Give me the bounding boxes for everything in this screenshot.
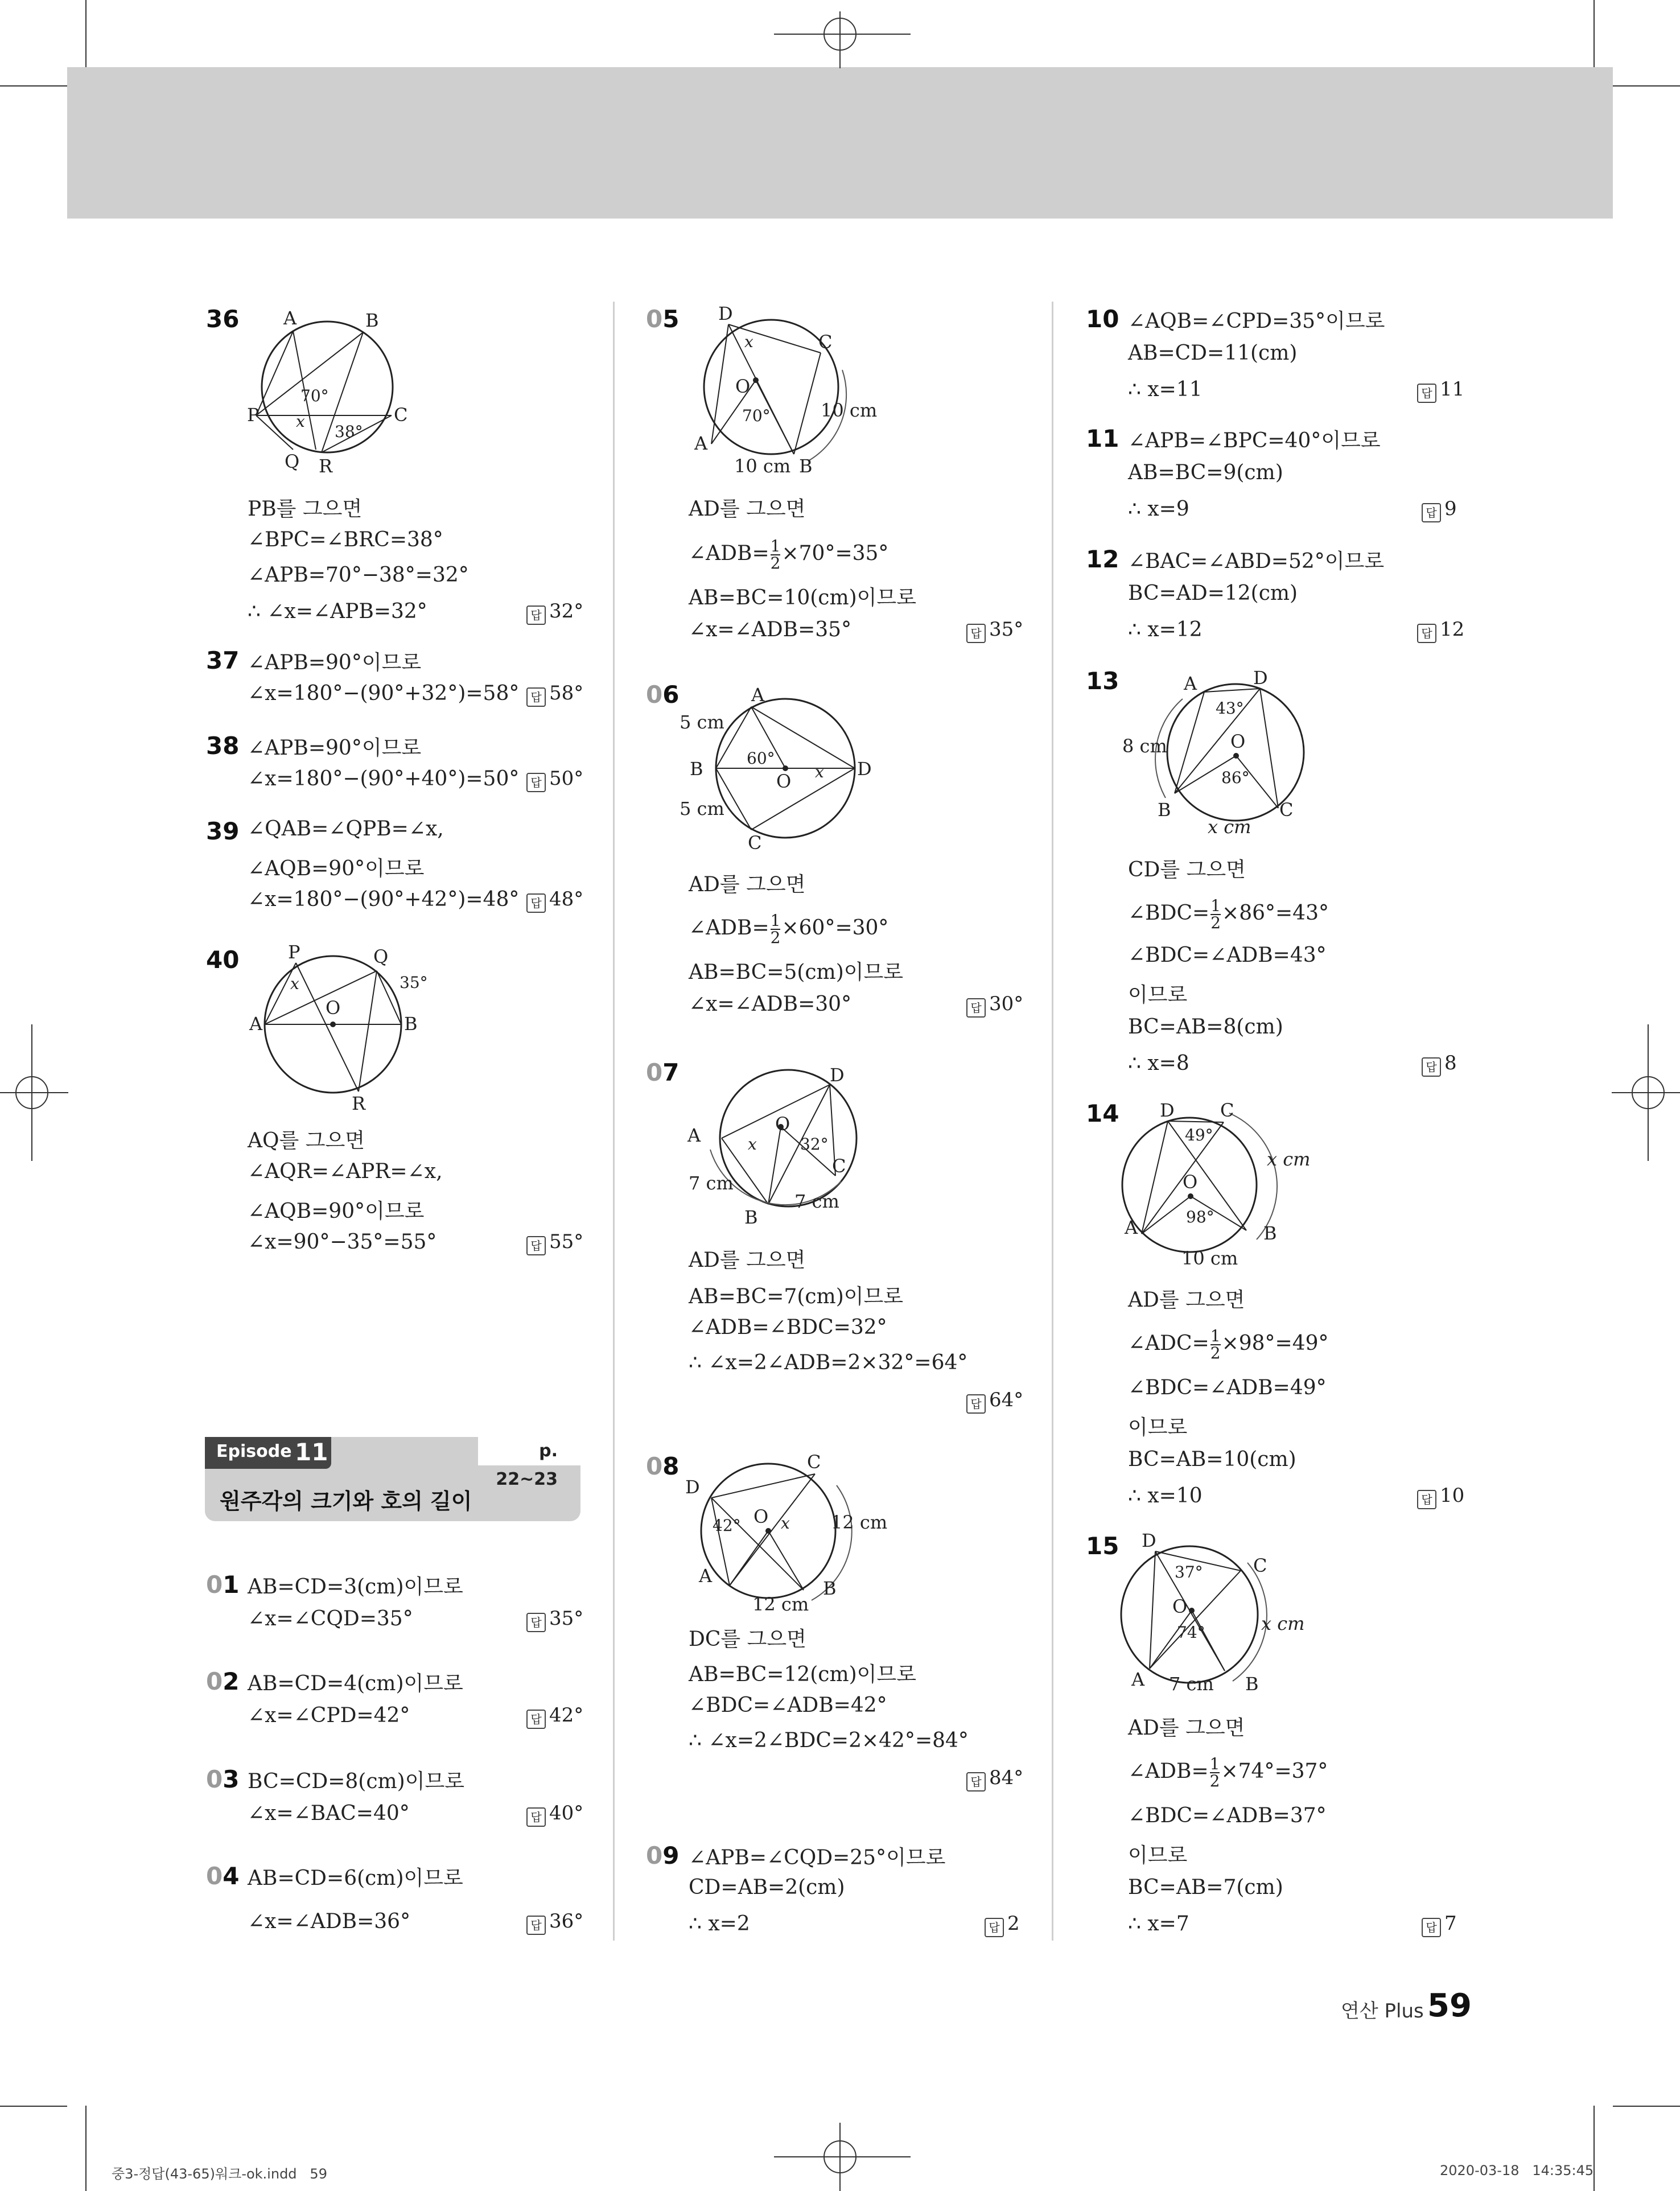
episode-tag: Episode <box>216 1442 292 1461</box>
problem-number: 02 <box>206 1667 240 1695</box>
svg-text:5 cm: 5 cm <box>680 711 724 733</box>
problem-number: 05 <box>646 305 680 333</box>
problem-number: 38 <box>206 732 240 760</box>
solution-line: ∠x=∠ADB=30° <box>689 992 852 1016</box>
answer: 답 36° <box>526 1910 583 1935</box>
svg-text:C: C <box>748 832 762 854</box>
solution-line: AB=BC=12(cm)이므로 <box>689 1663 916 1686</box>
crop-mark <box>1593 0 1595 67</box>
svg-text:38°: 38° <box>335 422 363 441</box>
footer-timestamp: 2020-03-18 14:35:45 <box>1440 2163 1594 2178</box>
crop-mark <box>1613 2106 1680 2107</box>
svg-text:x: x <box>290 974 299 993</box>
problem-number: 10 <box>1086 305 1119 333</box>
svg-text:x: x <box>744 332 753 351</box>
svg-text:98°: 98° <box>1186 1208 1214 1226</box>
solution-line: ∠x=∠BAC=40° <box>248 1802 410 1825</box>
solution-line: ∠ADC= $\frac{1}{2}$ ×98°=49° <box>1128 1327 1329 1362</box>
figure-07 <box>683 1059 888 1237</box>
svg-text:B: B <box>744 1206 758 1228</box>
solution-line: PB를 그으면 <box>248 497 363 521</box>
svg-text:43°: 43° <box>1216 699 1244 718</box>
problem-number: 13 <box>1086 667 1119 695</box>
solution-line: DC를 그으면 <box>689 1628 806 1651</box>
svg-text:x: x <box>781 1514 790 1533</box>
solution-line: AB=CD=3(cm)이므로 <box>248 1575 463 1599</box>
solution-line: AD를 그으면 <box>1128 1716 1245 1740</box>
page-number: 59 <box>1427 1987 1472 2024</box>
solution-line: ∠x=180°−(90°+42°)=48° <box>248 888 520 911</box>
svg-text:D: D <box>1160 1099 1175 1121</box>
solution-line: AQ를 그으면 <box>248 1129 365 1152</box>
svg-text:7 cm: 7 cm <box>1169 1673 1214 1695</box>
svg-text:O: O <box>775 1113 790 1135</box>
solution-line: 이므로 <box>1128 1416 1188 1439</box>
svg-text:x: x <box>815 763 824 781</box>
svg-text:42°: 42° <box>713 1516 741 1535</box>
svg-text:Q: Q <box>285 451 300 472</box>
svg-text:60°: 60° <box>747 749 775 768</box>
svg-text:B: B <box>1245 1673 1259 1695</box>
answer: 답 84° <box>966 1766 1023 1791</box>
svg-text:5 cm: 5 cm <box>680 798 724 819</box>
solution-line: ∠x=180°−(90°+40°)=50° <box>248 767 520 790</box>
problem-number: 01 <box>206 1571 240 1599</box>
figure-13 <box>1122 667 1318 840</box>
header-banner <box>67 67 1613 219</box>
svg-text:B: B <box>365 310 379 331</box>
answer: 답 30° <box>966 992 1023 1018</box>
answer: 답 9 <box>1422 497 1457 522</box>
svg-text:70°: 70° <box>300 386 329 405</box>
svg-text:Q: Q <box>373 946 389 967</box>
episode-number: 11 <box>295 1438 328 1466</box>
solution-line: ∠APB=70°−38°=32° <box>248 563 469 587</box>
solution-line: AB=BC=9(cm) <box>1128 461 1283 484</box>
solution-line: ∠x=∠CQD=35° <box>248 1607 413 1630</box>
registration-mark <box>774 11 911 68</box>
answer: 답 40° <box>526 1802 583 1827</box>
solution-line: ∠AQB=90°이므로 <box>248 1200 425 1223</box>
svg-text:D: D <box>718 303 733 324</box>
svg-text:O: O <box>1172 1596 1188 1617</box>
problem-number: 08 <box>646 1452 680 1480</box>
solution-line: BC=AB=10(cm) <box>1128 1448 1296 1471</box>
crop-mark <box>85 2106 87 2191</box>
svg-text:B: B <box>823 1578 837 1599</box>
solution-line: 이므로 <box>1128 1844 1188 1867</box>
solution-line: ∠AQB=∠CPD=35°이므로 <box>1128 310 1385 333</box>
svg-text:10 cm: 10 cm <box>821 400 878 421</box>
svg-text:12 cm: 12 cm <box>831 1512 888 1533</box>
solution-line: ∠AQB=90°이므로 <box>248 857 425 880</box>
answer: 답 10 <box>1417 1484 1464 1509</box>
solution-line: ∴ x=2 <box>689 1912 750 1935</box>
solution-line: ∠BAC=∠ABD=52°이므로 <box>1128 550 1385 573</box>
svg-text:P: P <box>247 404 260 426</box>
svg-text:74°: 74° <box>1177 1623 1205 1642</box>
solution-line: ∠AQR=∠APR=∠x, <box>248 1160 443 1183</box>
solution-line: BC=CD=8(cm)이므로 <box>248 1770 465 1793</box>
svg-text:C: C <box>807 1451 821 1473</box>
svg-text:A: A <box>699 1565 713 1587</box>
svg-text:O: O <box>1183 1171 1198 1193</box>
svg-text:32°: 32° <box>800 1135 829 1154</box>
problem-number: 06 <box>646 681 680 709</box>
solution-line: ∠ADB= $\frac{1}{2}$ ×74°=37° <box>1128 1755 1328 1790</box>
svg-text:A: A <box>1184 673 1197 694</box>
answer: 답 11 <box>1417 378 1464 403</box>
figure-36 <box>239 307 410 480</box>
svg-text:49°: 49° <box>1185 1126 1213 1144</box>
answer: 답 7 <box>1422 1912 1457 1937</box>
column-divider <box>1052 302 1053 1941</box>
solution-line: 이므로 <box>1128 983 1188 1007</box>
svg-text:O: O <box>776 771 792 792</box>
svg-text:D: D <box>1142 1530 1156 1551</box>
solution-line: ∴ ∠x=2∠BDC=2×42°=84° <box>689 1729 969 1752</box>
solution-line: AD를 그으면 <box>689 1249 806 1272</box>
svg-text:D: D <box>857 758 872 780</box>
answer: 답 35° <box>966 618 1023 643</box>
answer: 답 32° <box>526 600 583 625</box>
svg-text:A: A <box>1125 1217 1138 1238</box>
crop-mark <box>0 85 67 87</box>
svg-text:37°: 37° <box>1175 1563 1203 1582</box>
svg-text:7 cm: 7 cm <box>689 1172 734 1194</box>
solution-line: BC=AB=8(cm) <box>1128 1015 1283 1039</box>
solution-line: AB=CD=6(cm)이므로 <box>248 1867 463 1890</box>
solution-line: ∠BDC=∠ADB=49° <box>1128 1376 1327 1399</box>
solution-line: ∠BDC=∠ADB=42° <box>689 1694 887 1717</box>
episode-pages: p. 22~23 <box>478 1437 580 1465</box>
svg-text:B: B <box>1158 799 1171 821</box>
svg-text:7 cm: 7 cm <box>794 1191 839 1212</box>
svg-text:70°: 70° <box>742 406 771 425</box>
svg-text:C: C <box>1279 799 1294 821</box>
solution-line: BC=AB=7(cm) <box>1128 1876 1283 1899</box>
answer: 답 55° <box>526 1230 583 1255</box>
answer: 답 50° <box>526 767 583 792</box>
solution-line: ∴ ∠x=∠APB=32° <box>248 600 427 623</box>
registration-mark <box>0 1024 68 1161</box>
figure-08 <box>683 1451 899 1618</box>
problem-number: 03 <box>206 1765 240 1793</box>
solution-line: ∠x=∠CPD=42° <box>248 1704 410 1727</box>
svg-text:12 cm: 12 cm <box>752 1593 809 1615</box>
problem-number: 40 <box>206 946 240 974</box>
svg-text:C: C <box>818 331 833 353</box>
figure-14 <box>1121 1099 1326 1272</box>
svg-text:A: A <box>694 433 708 454</box>
svg-text:C: C <box>1253 1555 1267 1576</box>
solution-line: ∴ x=11 <box>1128 378 1203 401</box>
solution-line: AB=CD=11(cm) <box>1128 341 1298 365</box>
registration-mark <box>1612 1024 1680 1161</box>
svg-text:10 cm: 10 cm <box>1181 1247 1238 1269</box>
svg-text:8 cm: 8 cm <box>1122 735 1167 757</box>
solution-line: CD를 그으면 <box>1128 858 1246 882</box>
solution-line: ∠ADB= $\frac{1}{2}$ ×60°=30° <box>689 911 889 947</box>
solution-line: AB=CD=4(cm)이므로 <box>248 1672 463 1695</box>
registration-mark <box>774 2123 911 2191</box>
problem-number: 36 <box>206 305 240 333</box>
svg-text:C: C <box>394 404 408 426</box>
svg-text:O: O <box>1230 731 1246 752</box>
solution-line: ∠APB=∠CQD=25°이므로 <box>689 1846 946 1869</box>
solution-line: ∠QAB=∠QPB=∠x, <box>248 817 444 841</box>
problem-number: 12 <box>1086 545 1119 573</box>
svg-text:O: O <box>326 997 341 1019</box>
svg-text:C: C <box>832 1155 846 1177</box>
solution-line: ∠x=90°−35°=55° <box>248 1230 437 1254</box>
solution-line: AD를 그으면 <box>689 497 806 521</box>
problem-number: 15 <box>1086 1532 1119 1560</box>
solution-line: ∴ x=9 <box>1128 497 1189 521</box>
solution-line: ∠ADB=∠BDC=32° <box>689 1316 887 1339</box>
svg-text:86°: 86° <box>1221 768 1250 787</box>
answer: 답 42° <box>526 1704 583 1729</box>
solution-line: ∴ x=12 <box>1128 618 1203 641</box>
footer-file: 중3-정답(43-65)워크-ok.indd 59 <box>112 2166 327 2182</box>
svg-text:D: D <box>830 1064 845 1086</box>
solution-line: ∠x=180°−(90°+32°)=58° <box>248 682 520 705</box>
svg-text:P: P <box>288 941 300 963</box>
crop-mark <box>0 2106 67 2107</box>
solution-line: ∠APB=90°이므로 <box>248 736 422 760</box>
svg-text:B: B <box>404 1013 418 1035</box>
svg-text:10 cm: 10 cm <box>734 455 791 477</box>
solution-line: ∠BPC=∠BRC=38° <box>248 528 443 551</box>
svg-text:B: B <box>799 455 813 477</box>
svg-text:x cm: x cm <box>1208 816 1251 838</box>
svg-text:R: R <box>319 455 333 477</box>
crop-mark <box>1613 85 1680 87</box>
solution-line: ∠BDC=∠ADB=43° <box>1128 944 1327 967</box>
answer: 답 35° <box>526 1607 583 1632</box>
solution-line: ∠BDC= $\frac{1}{2}$ ×86°=43° <box>1128 896 1329 932</box>
solution-line: ∠BDC=∠ADB=37° <box>1128 1804 1327 1827</box>
problem-number: 09 <box>646 1842 680 1869</box>
episode-header <box>205 1437 580 1521</box>
svg-text:D: D <box>1253 667 1268 689</box>
crop-mark <box>1593 2106 1595 2191</box>
svg-text:35°: 35° <box>400 973 428 992</box>
answer: 답 64° <box>966 1389 1023 1414</box>
solution-line: ∠ADB= $\frac{1}{2}$ ×70°=35° <box>689 537 889 573</box>
problem-number: 39 <box>206 817 240 845</box>
svg-text:A: A <box>283 307 297 329</box>
svg-text:A: A <box>751 684 765 706</box>
svg-text:B: B <box>1263 1222 1277 1244</box>
solution-line: CD=AB=2(cm) <box>689 1876 845 1899</box>
svg-text:x cm: x cm <box>1267 1148 1311 1170</box>
problem-number: 07 <box>646 1059 680 1086</box>
svg-text:x: x <box>296 412 305 431</box>
solution-line: AD를 그으면 <box>689 873 806 896</box>
solution-line: AB=BC=7(cm)이므로 <box>689 1285 904 1308</box>
answer: 답 12 <box>1417 618 1464 643</box>
svg-text:x cm: x cm <box>1261 1613 1305 1634</box>
answer: 답 58° <box>526 682 583 707</box>
crop-mark <box>85 0 87 67</box>
svg-text:O: O <box>735 376 751 397</box>
solution-line: ∠APB=∠BPC=40°이므로 <box>1128 429 1381 452</box>
svg-text:C: C <box>1220 1099 1234 1121</box>
answer: 답 8 <box>1422 1052 1457 1077</box>
column-divider <box>613 302 615 1941</box>
episode-title: 원주각의 크기와 호의 길이 <box>220 1489 472 1514</box>
solution-line: AD를 그으면 <box>1128 1288 1245 1312</box>
answer: 답 2 <box>985 1912 1020 1937</box>
solution-line: ∠x=∠ADB=36° <box>248 1910 411 1933</box>
figure-06 <box>680 683 888 856</box>
answer: 답 48° <box>526 888 583 913</box>
svg-text:A: A <box>1131 1669 1145 1690</box>
solution-line: ∴ ∠x=2∠ADB=2×32°=64° <box>689 1351 968 1374</box>
figure-15 <box>1121 1532 1326 1705</box>
footer-brand: 연산 Plus <box>1341 2000 1424 2023</box>
solution-line: ∴ x=10 <box>1128 1484 1203 1508</box>
svg-text:O: O <box>753 1506 769 1527</box>
solution-line: ∠x=∠ADB=35° <box>689 618 852 641</box>
solution-line: ∴ x=8 <box>1128 1052 1189 1075</box>
solution-line: BC=AD=12(cm) <box>1128 582 1298 605</box>
figure-05 <box>672 303 888 480</box>
svg-text:D: D <box>685 1476 700 1498</box>
figure-40 <box>245 941 428 1114</box>
svg-text:A: A <box>249 1013 263 1035</box>
solution-line: AB=BC=10(cm)이므로 <box>689 586 916 609</box>
svg-text:A: A <box>687 1125 701 1146</box>
svg-text:x: x <box>748 1135 757 1154</box>
solution-line: AB=BC=5(cm)이므로 <box>689 961 904 984</box>
problem-number: 11 <box>1086 425 1119 452</box>
problem-number: 04 <box>206 1862 240 1890</box>
solution-line: ∠APB=90°이므로 <box>248 651 422 674</box>
problem-number: 14 <box>1086 1099 1119 1127</box>
solution-line: ∴ x=7 <box>1128 1912 1189 1935</box>
svg-text:R: R <box>352 1093 366 1114</box>
svg-text:B: B <box>690 758 703 780</box>
problem-number: 37 <box>206 646 240 674</box>
